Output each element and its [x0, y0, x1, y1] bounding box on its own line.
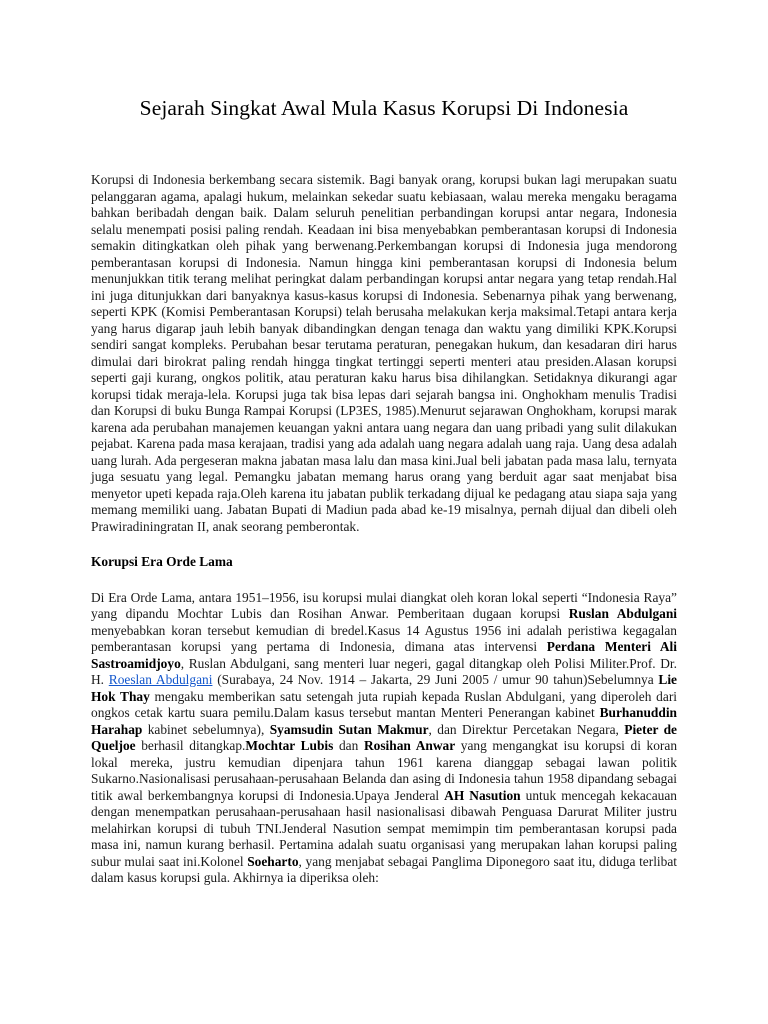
bold-name: Pieter de Queljoe	[91, 721, 677, 753]
bold-name: Ruslan Abdulgani	[568, 606, 677, 621]
text-span: untuk mencegah kekacauan dengan menempatkan perusahaan-perusahaan hasil nasionalisasi dibawah Penguasa Darurat Militer justru melahirkan korupsi di tubuh TNI.Jenderal Nasution sempat memimpin tim pemberantasan korupsi pada masa ini, namun kurang berhasil. Pertamina adalah suatu organisasi yang merupakan lahan korupsi paling subur mulai saat ini.Kolonel	[91, 787, 677, 869]
section-heading: Korupsi Era Orde Lama	[91, 554, 233, 569]
text-span: yang mengangkat isu korupsi di koran lokal mereka, justru kemudian dipenjara tahun 1961 karena dianggap sebagai lawan politik Sukarno.Nasionalisasi perusahaan-perusahaan Belanda dan asing di Indonesia tahun 1958 dipandang sebagai titik awal berkembangnya korupsi di Indonesia.Upaya Jenderal	[91, 738, 678, 803]
text-span: , yang menjabat sebagai Panglima Diponegoro saat itu, diduga terlibat dalam kasus korupsi gula. Akhirnya ia diperiksa oleh:	[91, 853, 677, 885]
text-span: , Ruslan Abdulgani, sang menteri luar negeri, gagal ditangkap oleh Polisi Militer.Prof. Dr. H.	[91, 655, 677, 687]
document-body	[91, 172, 677, 887]
text-span: kabinet sebelumnya),	[142, 721, 270, 737]
text-span: Di Era Orde Lama, antara 1951–1956, isu korupsi mulai diangkat oleh koran lokal seperti “Indonesia Raya” yang dipandu Mochtar Lubis dan Rosihan Anwar. Pemberitaan dugaan korupsi	[91, 589, 677, 621]
roeslan-abdulgani-link[interactable]: Roeslan Abdulgani	[108, 672, 213, 687]
bold-name: Rosihan Anwar	[363, 738, 456, 753]
bold-name: AH Nasution	[444, 787, 521, 803]
page-title: Sejarah Singkat Awal Mula Kasus Korupsi Di Indonesia	[139, 96, 629, 120]
text-span: mengaku memberikan satu setengah juta rupiah kepada Ruslan Abdulgani, yang diperoleh dari ongkos cetak kartu suara pemilu.Dalam kasus tersebut mantan Menteri Penerangan kabinet	[91, 688, 678, 720]
text-span: (Surabaya, 24 Nov. 1914 – Jakarta, 29 Juni 2005 / umur 90 tahun)Sebelumnya	[212, 672, 659, 687]
text-span: berhasil ditangkap.	[135, 738, 246, 753]
text-span: , dan Direktur Percetakan Negara,	[428, 721, 625, 737]
text-span: dan	[333, 738, 364, 753]
orde-lama-paragraph	[91, 590, 677, 887]
bold-name: Lie Hok Thay	[91, 672, 677, 704]
bold-name: Mochtar Lubis	[245, 738, 334, 753]
bold-name: Perdana Menteri Ali Sastroamidjoyo	[91, 639, 677, 671]
bold-name: Soeharto	[247, 853, 299, 869]
text-span: menyebabkan koran tersebut kemudian di bredel.Kasus 14 Agustus 1956 ini adalah peristiwa kegagalan pemberantasan korupsi yang pertama di Indonesia, dimana atas intervensi	[91, 622, 677, 654]
intro-paragraph: Korupsi di Indonesia berkembang secara sistemik. Bagi banyak orang, korupsi bukan lagi merupakan suatu pelanggaran agama, apalagi hukum, melainkan sekedar suatu kebiasaan, walau mereka mengaku beragama bahkan beribadah dengan baik. Dalam seluruh penelitian perbandingan korupsi antar negara, Indonesia selalu menempati posisi paling rendah. Keadaan ini bisa menyebabkan pemberantasan korupsi di Indonesia semakin ditingkatkan oleh pihak yang berwenang.Perkembangan korupsi di Indonesia juga mendorong pemberantasan korupsi di Indonesia. Namun hingga kini pemberantasan korupsi di Indonesia belum menunjukkan titik terang melihat peringkat dalam perbandingan korupsi antar negara yang tetap rendah.Hal ini juga ditunjukkan dari banyaknya kasus-kasus korupsi di Indonesia. Sebenarnya pihak yang berwenang, seperti KPK (Komisi Pemberantasan Korupsi) telah berusaha melakukan kerja maksimal.Tetapi antara kerja yang harus digarap jauh lebih banyak dibandingkan dengan tenaga dan waktu yang dimiliki KPK.Korupsi sendiri sangat kompleks. Perubahan besar terutama peraturan, penegakan hukum, dan kesadaran diri harus dimulai dari birokrat paling rendah hingga tingkat tertinggi seperti menteri atau presiden.Alasan korupsi seperti gaji kurang, ongkos politik, atau peraturan kaku harus bisa dihilangkan. Setidaknya dikurangi agar korupsi tidak meraja-lela. Korupsi juga tak bisa lepas dari sejarah bangsa ini. Onghokham menulis Tradisi dan Korupsi di buku Bunga Rampai Korupsi (LP3ES, 1985).Menurut sejarawan Onghokham, korupsi marak karena ada perubahan manajemen keuangan yakni antara uang negara dan uang pribadi yang sulit dilakukan pejabat. Karena pada masa kerajaan, tradisi yang ada adalah uang negara adalah uang raja. Uang desa adalah uang lurah. Ada pergeseran makna jabatan masa lalu dan masa kini.Jual beli jabatan pada masa lalu, ternyata juga sesuatu yang legal. Pemangku jabatan memang harus orang yang berduit agar saat menjabat bisa menyetor upeti kepada raja.Oleh karena itu jabatan publik terkadang dijual ke pedagang atau siapa saja yang memang memiliki uang. Jabatan Bupati di Madiun pada abad ke-19 misalnya, pernah dijual dan dibeli oleh Prawiradiningratan II, anak seorang pemberontak.	[91, 172, 677, 534]
bold-name: Syamsudin Sutan Makmur	[269, 721, 429, 737]
bold-name: Burhanuddin Harahap	[91, 705, 677, 737]
